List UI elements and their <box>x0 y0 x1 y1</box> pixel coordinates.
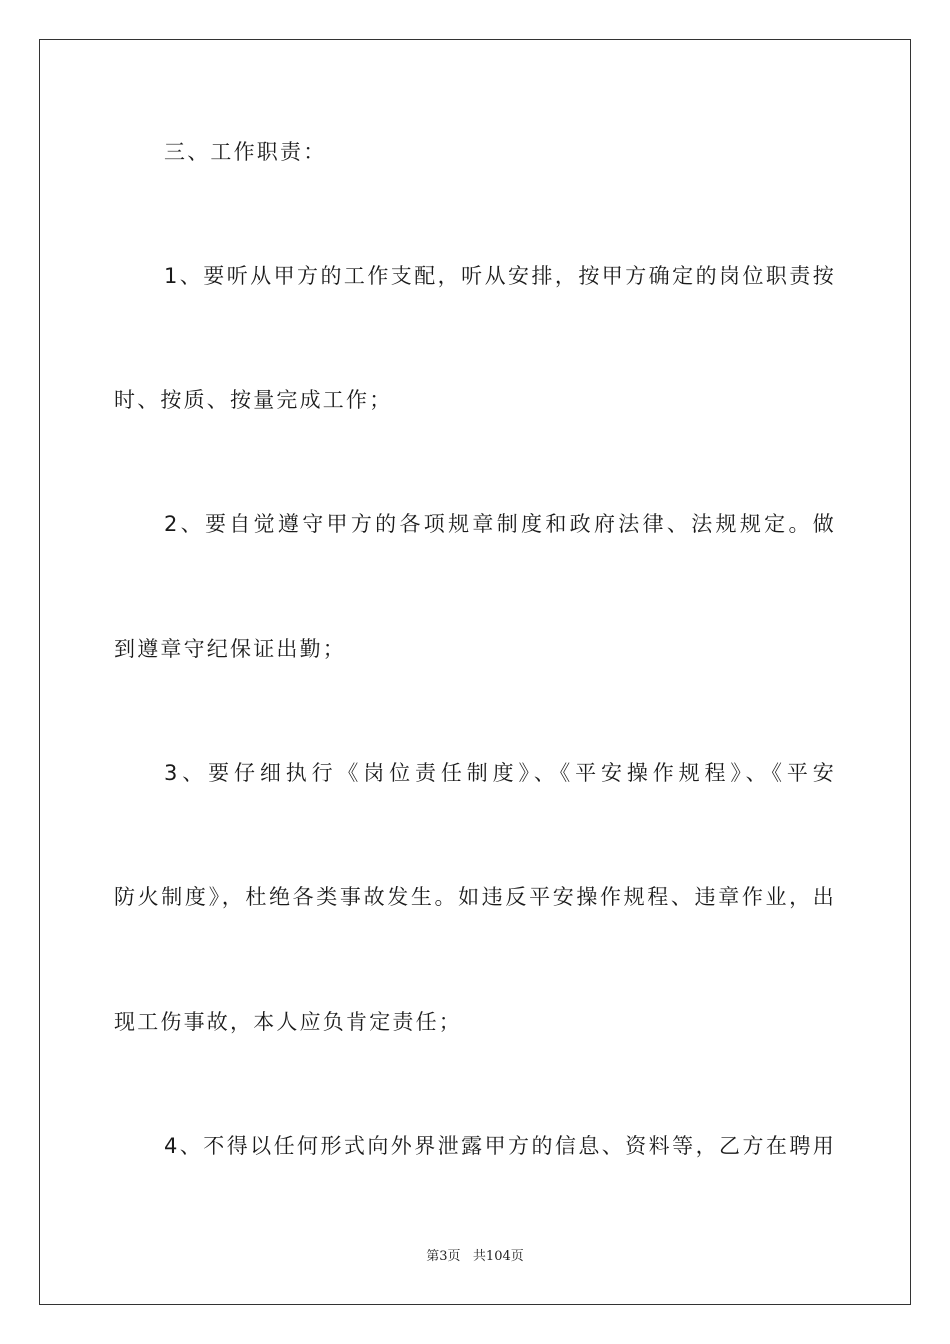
paragraph-line: 4、不得以任何形式向外界泄露甲方的信息、资料等，乙方在聘用 <box>164 1134 836 1158</box>
page-border <box>39 39 911 1305</box>
page-footer <box>0 1248 950 1266</box>
page-total: 共104页 <box>472 1249 524 1264</box>
section-heading: 三、工作职责： <box>164 140 327 164</box>
paragraph-line: 到遵章守纪保证出勤； <box>114 637 346 661</box>
paragraph-line: 现工伤事故，本人应负肯定责任； <box>114 1010 462 1034</box>
paragraph-line: 3、要仔细执行《岗位责任制度》、《平安操作规程》、《平安 <box>164 761 836 785</box>
paragraph-line: 防火制度》，杜绝各类事故发生。如违反平安操作规程、违章作业，出 <box>114 885 836 909</box>
page-number: 第3页 <box>426 1249 461 1264</box>
paragraph-line: 1、要听从甲方的工作支配，听从安排，按甲方确定的岗位职责按 <box>164 264 836 288</box>
paragraph-line: 时、按质、按量完成工作； <box>114 388 393 412</box>
paragraph-line: 2、要自觉遵守甲方的各项规章制度和政府法律、法规规定。做 <box>164 512 836 536</box>
